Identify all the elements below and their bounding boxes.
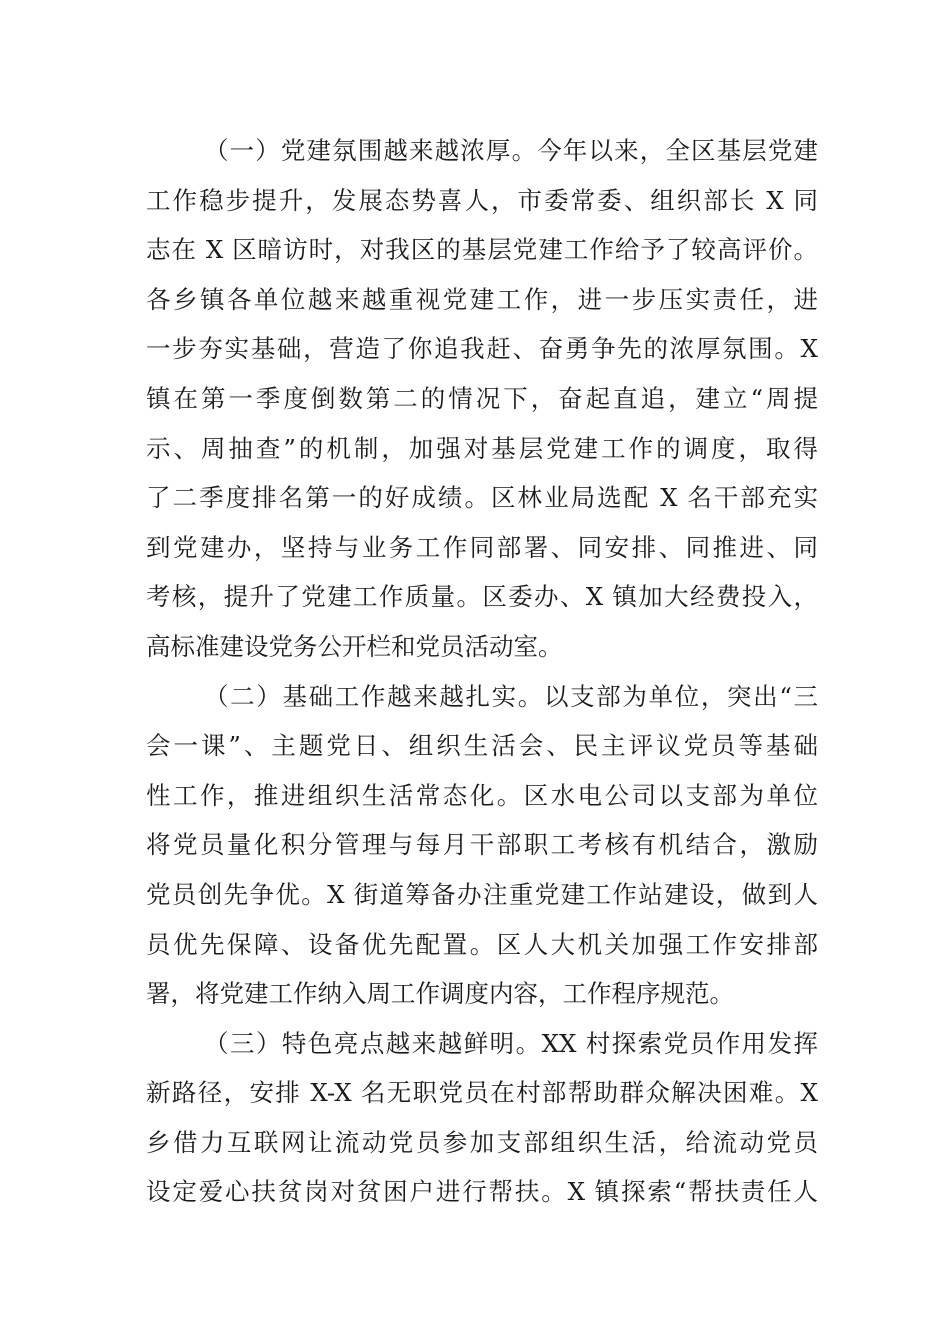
paragraph-2-line-2: 会一课”、主题党日、组织生活会、民主评议党员等基础 — [146, 731, 818, 761]
paragraph-2-line-3: 性工作，推进组织生活常态化。区水电公司以支部为单位 — [146, 780, 818, 810]
paragraph-1-line-3: 志在 X 区暗访时，对我区的基层党建工作给予了较高评价。 — [146, 235, 818, 265]
paragraph-1-line-5: 一步夯实基础，营造了你追我赶、奋勇争先的浓厚氛围。X — [146, 334, 818, 364]
paragraph-1-line-1: （一）党建氛围越来越浓厚。今年以来，全区基层党建 — [204, 136, 818, 165]
paragraph-3-line-1: （三）特色亮点越来越鲜明。XX 村探索党员作用发挥 — [204, 1028, 818, 1058]
document-body — [146, 126, 818, 1217]
paragraph-3-line-4: 设定爱心扶贫岗对贫困户进行帮扶。X 镇探索“帮扶责任人 — [146, 1177, 818, 1207]
paragraph-2-line-4: 将党员量化积分管理与每月干部职工考核有机结合，激励 — [146, 830, 818, 860]
paragraph-1-line-7: 示、周抽查”的机制，加强对基层党建工作的调度，取得 — [146, 433, 818, 463]
paragraph-1-line-11: 高标准建设党务公开栏和党员活动室。 — [146, 631, 563, 661]
paragraph-2-line-6: 员优先保障、设备优先配置。区人大机关加强工作安排部 — [146, 929, 818, 959]
paragraph-1-line-10: 考核，提升了党建工作质量。区委办、X 镇加大经费投入， — [146, 582, 818, 612]
paragraph-2-line-5: 党员创先争优。X 街道筹备办注重党建工作站建设，做到人 — [146, 879, 818, 909]
paragraph-1-line-4: 各乡镇各单位越来越重视党建工作，进一步压实责任，进 — [146, 284, 818, 314]
paragraph-3-line-2: 新路径，安排 X-X 名无职党员在村部帮助群众解决困难。X — [146, 1078, 818, 1108]
paragraph-1-line-9: 到党建办，坚持与业务工作同部署、同安排、同推进、同 — [146, 532, 818, 562]
paragraph-1-line-6: 镇在第一季度倒数第二的情况下，奋起直追，建立“周提 — [146, 383, 818, 413]
paragraph-1-line-2: 工作稳步提升，发展态势喜人，市委常委、组织部长 X 同 — [146, 185, 818, 215]
paragraph-2-line-1: （二）基础工作越来越扎实。以支部为单位，突出“三 — [204, 681, 818, 711]
paragraph-3-line-3: 乡借力互联网让流动党员参加支部组织生活，给流动党员 — [146, 1127, 818, 1157]
paragraph-2-line-7: 署，将党建工作纳入周工作调度内容，工作程序规范。 — [146, 979, 734, 1009]
paragraph-1-line-8: 了二季度排名第一的好成绩。区林业局选配 X 名干部充实 — [146, 483, 818, 513]
